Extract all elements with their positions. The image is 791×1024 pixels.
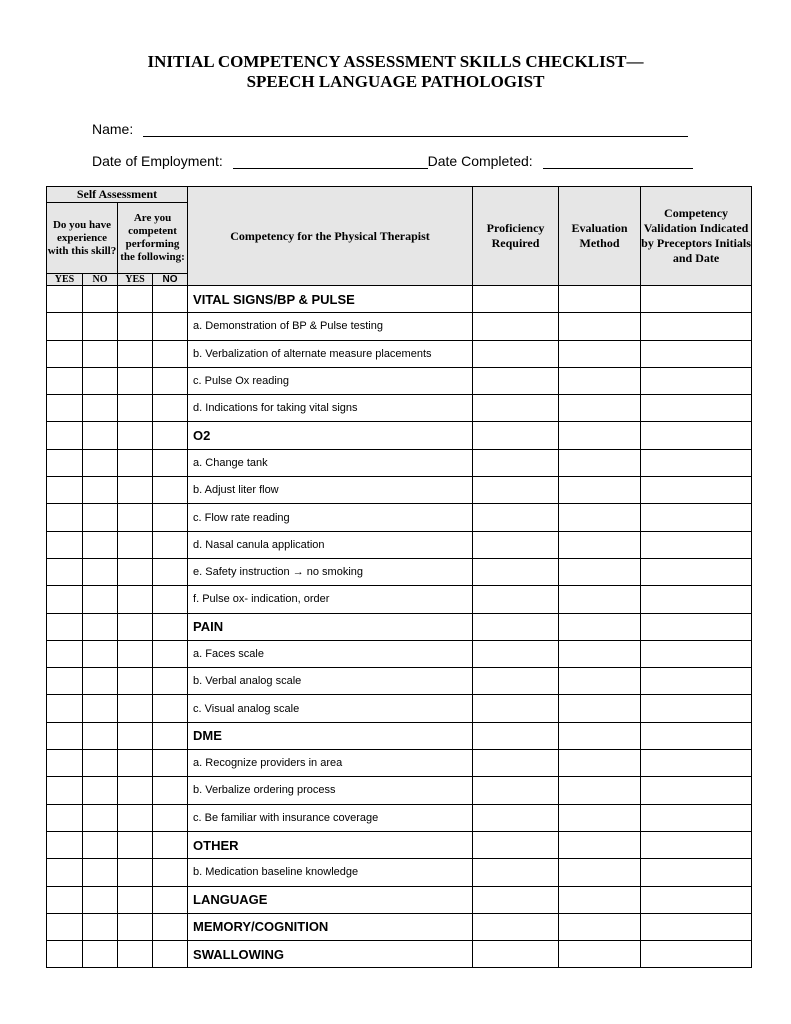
no-header: NO (153, 274, 188, 286)
competent-no-cell[interactable] (153, 395, 188, 422)
section-heading: PAIN (188, 613, 473, 640)
validation-header: Competency Validation Indicated by Preceptors Initials and Date (641, 187, 752, 286)
evaluation-cell[interactable] (559, 831, 641, 858)
validation-cell[interactable] (641, 640, 752, 667)
evaluation-cell[interactable] (559, 750, 641, 777)
experience-no-cell[interactable] (83, 531, 118, 558)
competency-item: b. Verbalization of alternate measure placements (188, 340, 473, 367)
validation-cell[interactable] (641, 395, 752, 422)
validation-cell[interactable] (641, 313, 752, 340)
experience-yes-cell[interactable] (47, 859, 83, 886)
experience-no-cell[interactable] (83, 831, 118, 858)
competent-yes-cell[interactable] (118, 477, 153, 504)
date-line (92, 153, 693, 169)
evaluation-cell[interactable] (559, 395, 641, 422)
competent-no-cell[interactable] (153, 913, 188, 940)
proficiency-cell[interactable] (473, 340, 559, 367)
competent-yes-cell[interactable] (118, 286, 153, 313)
name-field[interactable] (143, 122, 688, 137)
competent-no-cell[interactable] (153, 668, 188, 695)
table-row (47, 804, 752, 831)
evaluation-header: Evaluation Method (559, 187, 641, 286)
experience-yes-cell[interactable] (47, 695, 83, 722)
competent-yes-cell[interactable] (118, 941, 153, 968)
competency-item: c. Pulse Ox reading (188, 367, 473, 394)
experience-no-cell[interactable] (83, 558, 118, 585)
table-row (47, 668, 752, 695)
validation-cell[interactable] (641, 531, 752, 558)
title-line-1: INITIAL COMPETENCY ASSESSMENT SKILLS CHECKLIST— (147, 52, 644, 71)
experience-yes-cell[interactable] (47, 367, 83, 394)
evaluation-cell[interactable] (559, 531, 641, 558)
validation-cell[interactable] (641, 941, 752, 968)
experience-yes-cell[interactable] (47, 831, 83, 858)
competent-no-cell[interactable] (153, 831, 188, 858)
experience-yes-cell[interactable] (47, 558, 83, 585)
competent-no-cell[interactable] (153, 449, 188, 476)
experience-no-cell[interactable] (83, 886, 118, 913)
competent-yes-cell[interactable] (118, 777, 153, 804)
proficiency-cell[interactable] (473, 640, 559, 667)
experience-yes-cell[interactable] (47, 886, 83, 913)
experience-yes-cell[interactable] (47, 750, 83, 777)
table-row (47, 286, 752, 313)
experience-yes-cell[interactable] (47, 313, 83, 340)
experience-no-cell[interactable] (83, 804, 118, 831)
experience-yes-cell[interactable] (47, 722, 83, 749)
validation-cell[interactable] (641, 668, 752, 695)
validation-cell[interactable] (641, 558, 752, 585)
competency-item: f. Pulse ox- indication, order (188, 586, 473, 613)
evaluation-cell[interactable] (559, 504, 641, 531)
evaluation-cell[interactable] (559, 313, 641, 340)
experience-no-cell[interactable] (83, 668, 118, 695)
competent-yes-cell[interactable] (118, 449, 153, 476)
competent-yes-cell[interactable] (118, 668, 153, 695)
table-row (47, 859, 752, 886)
competent-no-cell[interactable] (153, 286, 188, 313)
validation-cell[interactable] (641, 804, 752, 831)
experience-no-cell[interactable] (83, 613, 118, 640)
section-heading: VITAL SIGNS/BP & PULSE (188, 286, 473, 313)
table-row (47, 722, 752, 749)
validation-cell[interactable] (641, 722, 752, 749)
competent-no-cell[interactable] (153, 777, 188, 804)
experience-no-cell[interactable] (83, 340, 118, 367)
table-row (47, 340, 752, 367)
evaluation-cell[interactable] (559, 477, 641, 504)
competent-no-cell[interactable] (153, 504, 188, 531)
experience-no-cell[interactable] (83, 777, 118, 804)
validation-cell[interactable] (641, 613, 752, 640)
competency-item: b. Verbalize ordering process (188, 777, 473, 804)
proficiency-cell[interactable] (473, 313, 559, 340)
proficiency-cell[interactable] (473, 586, 559, 613)
competent-no-cell[interactable] (153, 313, 188, 340)
competency-item: c. Be familiar with insurance coverage (188, 804, 473, 831)
validation-cell[interactable] (641, 286, 752, 313)
proficiency-cell[interactable] (473, 859, 559, 886)
experience-no-cell[interactable] (83, 913, 118, 940)
competent-no-cell[interactable] (153, 695, 188, 722)
table-row (47, 477, 752, 504)
experience-no-cell[interactable] (83, 640, 118, 667)
competency-item: d. Indications for taking vital signs (188, 395, 473, 422)
experience-yes-cell[interactable] (47, 777, 83, 804)
evaluation-cell[interactable] (559, 640, 641, 667)
evaluation-cell[interactable] (559, 668, 641, 695)
validation-cell[interactable] (641, 340, 752, 367)
section-heading: DME (188, 722, 473, 749)
evaluation-cell[interactable] (559, 613, 641, 640)
evaluation-cell[interactable] (559, 340, 641, 367)
date-completed-field[interactable] (543, 154, 693, 169)
competency-item: e. Safety instruction → no smoking (188, 558, 473, 585)
validation-cell[interactable] (641, 831, 752, 858)
competent-yes-cell[interactable] (118, 395, 153, 422)
table-row (47, 531, 752, 558)
proficiency-cell[interactable] (473, 449, 559, 476)
proficiency-cell[interactable] (473, 668, 559, 695)
competent-yes-cell[interactable] (118, 613, 153, 640)
proficiency-cell[interactable] (473, 831, 559, 858)
evaluation-cell[interactable] (559, 695, 641, 722)
competent-no-cell[interactable] (153, 640, 188, 667)
section-heading: MEMORY/COGNITION (188, 913, 473, 940)
experience-no-cell[interactable] (83, 395, 118, 422)
competent-no-cell[interactable] (153, 340, 188, 367)
proficiency-cell[interactable] (473, 367, 559, 394)
competency-item: a. Change tank (188, 449, 473, 476)
experience-yes-cell[interactable] (47, 640, 83, 667)
proficiency-header: Proficiency Required (473, 187, 559, 286)
table-row (47, 313, 752, 340)
experience-yes-cell[interactable] (47, 449, 83, 476)
competent-no-cell[interactable] (153, 941, 188, 968)
competency-item: c. Flow rate reading (188, 504, 473, 531)
date-of-employment-label: Date of Employment: (92, 153, 223, 169)
experience-yes-cell[interactable] (47, 913, 83, 940)
evaluation-cell[interactable] (559, 586, 641, 613)
proficiency-cell[interactable] (473, 395, 559, 422)
competency-item: d. Nasal canula application (188, 531, 473, 558)
validation-cell[interactable] (641, 859, 752, 886)
experience-no-cell[interactable] (83, 586, 118, 613)
experience-yes-cell[interactable] (47, 340, 83, 367)
table-row (47, 941, 752, 968)
competency-item: a. Demonstration of BP & Pulse testing (188, 313, 473, 340)
experience-no-cell[interactable] (83, 750, 118, 777)
table-row (47, 913, 752, 940)
competent-no-cell[interactable] (153, 422, 188, 449)
table-row (47, 422, 752, 449)
table-row (47, 640, 752, 667)
table-row (47, 777, 752, 804)
competency-item: a. Faces scale (188, 640, 473, 667)
competent-no-cell[interactable] (153, 558, 188, 585)
experience-yes-cell[interactable] (47, 422, 83, 449)
experience-yes-cell[interactable] (47, 613, 83, 640)
competent-yes-cell[interactable] (118, 531, 153, 558)
experience-no-cell[interactable] (83, 313, 118, 340)
evaluation-cell[interactable] (559, 804, 641, 831)
competency-item: b. Medication baseline knowledge (188, 859, 473, 886)
title-line-2: SPEECH LANGUAGE PATHOLOGIST (246, 72, 545, 91)
proficiency-cell[interactable] (473, 613, 559, 640)
evaluation-cell[interactable] (559, 859, 641, 886)
competent-yes-cell[interactable] (118, 695, 153, 722)
validation-cell[interactable] (641, 695, 752, 722)
experience-yes-cell[interactable] (47, 941, 83, 968)
competent-yes-cell[interactable] (118, 722, 153, 749)
competency-header: Competency for the Physical Therapist (188, 187, 473, 286)
competent-yes-cell[interactable] (118, 886, 153, 913)
competent-yes-cell[interactable] (118, 831, 153, 858)
competent-yes-cell[interactable] (118, 804, 153, 831)
evaluation-cell[interactable] (559, 941, 641, 968)
evaluation-cell[interactable] (559, 367, 641, 394)
competent-yes-cell[interactable] (118, 586, 153, 613)
evaluation-cell[interactable] (559, 722, 641, 749)
section-heading: SWALLOWING (188, 941, 473, 968)
section-heading: LANGUAGE (188, 886, 473, 913)
proficiency-cell[interactable] (473, 531, 559, 558)
experience-yes-cell[interactable] (47, 395, 83, 422)
competency-item: b. Verbal analog scale (188, 668, 473, 695)
experience-no-cell[interactable] (83, 504, 118, 531)
competent-yes-cell[interactable] (118, 640, 153, 667)
experience-no-cell[interactable] (83, 695, 118, 722)
validation-cell[interactable] (641, 750, 752, 777)
experience-yes-cell[interactable] (47, 504, 83, 531)
competency-item: a. Recognize providers in area (188, 750, 473, 777)
proficiency-cell[interactable] (473, 695, 559, 722)
table-row (47, 831, 752, 858)
yes-header: YES (118, 274, 153, 286)
experience-no-cell[interactable] (83, 859, 118, 886)
competency-item: c. Visual analog scale (188, 695, 473, 722)
table-row (47, 558, 752, 585)
experience-yes-cell[interactable] (47, 531, 83, 558)
date-completed-label: Date Completed: (427, 153, 533, 169)
proficiency-cell[interactable] (473, 422, 559, 449)
competent-no-cell[interactable] (153, 477, 188, 504)
experience-no-cell[interactable] (83, 941, 118, 968)
proficiency-cell[interactable] (473, 477, 559, 504)
competent-yes-cell[interactable] (118, 913, 153, 940)
section-heading: OTHER (188, 831, 473, 858)
evaluation-cell[interactable] (559, 286, 641, 313)
experience-no-cell[interactable] (83, 286, 118, 313)
competent-no-cell[interactable] (153, 531, 188, 558)
competent-no-cell[interactable] (153, 750, 188, 777)
competent-no-cell[interactable] (153, 804, 188, 831)
table-row (47, 886, 752, 913)
validation-cell[interactable] (641, 777, 752, 804)
name-label: Name: (92, 121, 134, 137)
experience-yes-cell[interactable] (47, 804, 83, 831)
proficiency-cell[interactable] (473, 722, 559, 749)
experience-yes-cell[interactable] (47, 586, 83, 613)
competent-yes-cell[interactable] (118, 340, 153, 367)
table-row (47, 504, 752, 531)
competent-header: Are you competent performing the following: (118, 203, 188, 274)
proficiency-cell[interactable] (473, 504, 559, 531)
evaluation-cell[interactable] (559, 886, 641, 913)
competent-yes-cell[interactable] (118, 558, 153, 585)
validation-cell[interactable] (641, 586, 752, 613)
table-row (47, 367, 752, 394)
name-line (92, 121, 688, 137)
date-of-employment-field[interactable] (233, 154, 428, 169)
experience-yes-cell[interactable] (47, 477, 83, 504)
validation-cell[interactable] (641, 367, 752, 394)
experience-yes-cell[interactable] (47, 668, 83, 695)
competency-item: b. Adjust liter flow (188, 477, 473, 504)
proficiency-cell[interactable] (473, 286, 559, 313)
evaluation-cell[interactable] (559, 777, 641, 804)
competent-no-cell[interactable] (153, 859, 188, 886)
yes-header: YES (47, 274, 83, 286)
proficiency-cell[interactable] (473, 777, 559, 804)
competent-no-cell[interactable] (153, 722, 188, 749)
competent-yes-cell[interactable] (118, 313, 153, 340)
proficiency-cell[interactable] (473, 750, 559, 777)
competent-yes-cell[interactable] (118, 504, 153, 531)
section-heading: O2 (188, 422, 473, 449)
validation-cell[interactable] (641, 504, 752, 531)
proficiency-cell[interactable] (473, 886, 559, 913)
table-row (47, 750, 752, 777)
table-row (47, 586, 752, 613)
experience-no-cell[interactable] (83, 477, 118, 504)
validation-cell[interactable] (641, 449, 752, 476)
competent-yes-cell[interactable] (118, 750, 153, 777)
experience-no-cell[interactable] (83, 422, 118, 449)
evaluation-cell[interactable] (559, 449, 641, 476)
experience-no-cell[interactable] (83, 722, 118, 749)
validation-cell[interactable] (641, 477, 752, 504)
validation-cell[interactable] (641, 913, 752, 940)
no-header: NO (83, 274, 118, 286)
evaluation-cell[interactable] (559, 422, 641, 449)
proficiency-cell[interactable] (473, 804, 559, 831)
competent-yes-cell[interactable] (118, 422, 153, 449)
experience-header: Do you have experience with this skill? (47, 203, 118, 274)
experience-no-cell[interactable] (83, 367, 118, 394)
competent-yes-cell[interactable] (118, 859, 153, 886)
table-row (47, 613, 752, 640)
table-row (47, 395, 752, 422)
page-title (0, 52, 791, 92)
proficiency-cell[interactable] (473, 941, 559, 968)
experience-no-cell[interactable] (83, 449, 118, 476)
table-row (47, 449, 752, 476)
competent-no-cell[interactable] (153, 586, 188, 613)
competent-no-cell[interactable] (153, 613, 188, 640)
experience-yes-cell[interactable] (47, 286, 83, 313)
validation-cell[interactable] (641, 422, 752, 449)
self-assessment-header: Self Assessment (47, 187, 188, 203)
competent-yes-cell[interactable] (118, 367, 153, 394)
proficiency-cell[interactable] (473, 913, 559, 940)
checklist-table (46, 186, 752, 968)
competent-no-cell[interactable] (153, 886, 188, 913)
table-row (47, 695, 752, 722)
competent-no-cell[interactable] (153, 367, 188, 394)
proficiency-cell[interactable] (473, 558, 559, 585)
validation-cell[interactable] (641, 886, 752, 913)
evaluation-cell[interactable] (559, 558, 641, 585)
evaluation-cell[interactable] (559, 913, 641, 940)
